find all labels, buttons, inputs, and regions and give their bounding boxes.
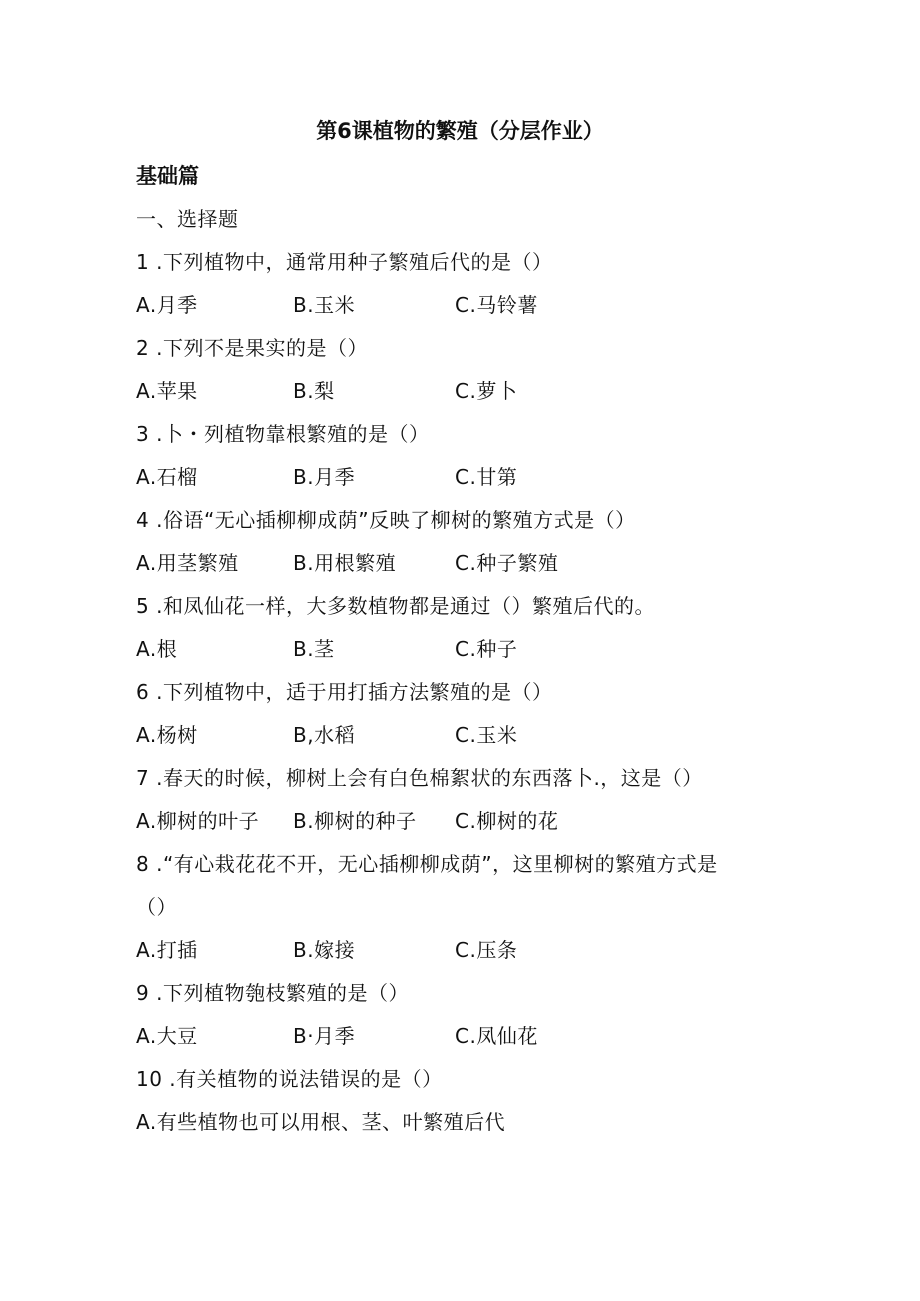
option-c: C.种子繁殖 — [455, 551, 559, 575]
option-a: A.用茎繁殖 — [136, 551, 239, 575]
question-stem: 2 .下列不是果实的是（） — [136, 336, 368, 360]
option-c: C.萝卜 — [455, 379, 518, 403]
option-b: B.玉米 — [293, 293, 356, 317]
option-b: B.月季 — [293, 465, 356, 489]
option-c: C.玉米 — [455, 723, 518, 747]
option-a: A.大豆 — [136, 1024, 198, 1048]
option-b: B.嫁接 — [293, 938, 356, 962]
option-a: A.杨树 — [136, 723, 198, 747]
option-b: B,水稻 — [293, 723, 356, 747]
question-stem: 10 .有关植物的说法错误的是（） — [136, 1067, 443, 1091]
page-title: 第6课植物的繁殖（分层作业） — [316, 119, 604, 143]
question-stem: 1 .下列植物中，通常用种子繁殖后代的是（） — [136, 250, 553, 274]
part-heading: 一、选择题 — [136, 207, 239, 231]
question-stem: 7 .春天的时候，柳树上会有白色棉絮状的东西落卜.，这是（） — [136, 766, 703, 790]
question-stem: 9 .下列植物匏枝繁殖的是（） — [136, 981, 409, 1005]
option-c: C.种子 — [455, 637, 518, 661]
question-stem: 5 .和凤仙花一样，大多数植物都是通过（）繁殖后代的。 — [136, 594, 655, 618]
option-c: C.压条 — [455, 938, 518, 962]
question-stem: 8 .“有心栽花花不开，无心插柳柳成荫”，这里柳树的繁殖方式是 — [136, 852, 718, 876]
option-c: C.甘第 — [455, 465, 518, 489]
option-c: C.马铃薯 — [455, 293, 538, 317]
question-stem: 6 .下列植物中，适于用打插方法繁殖的是（） — [136, 680, 553, 704]
option-c: C.柳树的花 — [455, 809, 559, 833]
option-b: B.茎 — [293, 637, 335, 661]
option-c: C.凤仙花 — [455, 1024, 538, 1048]
option-a: A.石榴 — [136, 465, 198, 489]
option-b: B.用根繁殖 — [293, 551, 397, 575]
option-b: B.梨 — [293, 379, 335, 403]
option-b: B.柳树的种子 — [293, 809, 417, 833]
question-stem: 3 .卜・列植物靠根繁殖的是（） — [136, 422, 430, 446]
option-a: A.苹果 — [136, 379, 198, 403]
option-a: A.根 — [136, 637, 178, 661]
option-a: A.打插 — [136, 938, 198, 962]
question-stem: 4 .俗语“无心插柳柳成荫”反映了柳树的繁殖方式是（） — [136, 508, 636, 532]
question-stem-continuation: （） — [136, 895, 177, 919]
option-a: A.柳树的叶子 — [136, 809, 260, 833]
option-a: A.月季 — [136, 293, 198, 317]
option-b: B·月季 — [293, 1024, 356, 1048]
option-a: A.有些植物也可以用根、茎、叶繁殖后代 — [136, 1110, 506, 1134]
section-heading: 基础篇 — [136, 164, 199, 188]
